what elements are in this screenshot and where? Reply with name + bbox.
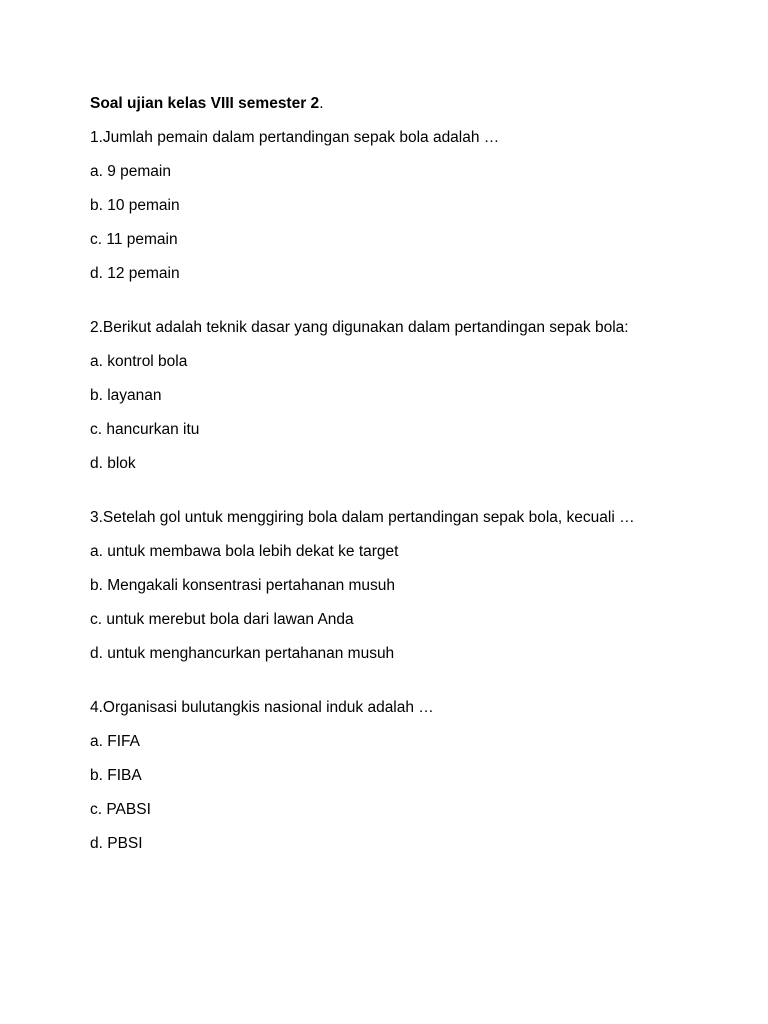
question-text: 2.Berikut adalah teknik dasar yang digunakan dalam pertandingan sepak bola:	[90, 319, 629, 336]
answer-option-c: c. hancurkan itu	[90, 421, 200, 438]
answer-option-a: a. kontrol bola	[90, 353, 188, 370]
answer-option-a: a. 9 pemain	[90, 163, 171, 180]
answer-option-c: c. 11 pemain	[90, 231, 178, 248]
answer-option-d: d. 12 pemain	[90, 265, 180, 282]
question-3	[90, 508, 730, 664]
answer-option-c: c. PABSI	[90, 801, 151, 818]
answer-option-b: b. layanan	[90, 387, 162, 404]
answer-option-d: d. PBSI	[90, 835, 143, 852]
document-title	[90, 94, 730, 114]
answer-option-b: b. 10 pemain	[90, 197, 180, 214]
answer-option-d: d. blok	[90, 455, 136, 472]
question-1	[90, 128, 730, 284]
answer-option-a: a. untuk membawa bola lebih dekat ke target	[90, 543, 399, 560]
question-text: 4.Organisasi bulutangkis nasional induk adalah …	[90, 699, 434, 716]
question-text: 3.Setelah gol untuk menggiring bola dalam pertandingan sepak bola, kecuali …	[90, 509, 635, 526]
answer-option-d: d. untuk menghancurkan pertahanan musuh	[90, 645, 395, 662]
document-page	[90, 94, 730, 888]
answer-option-b: b. FIBA	[90, 767, 142, 784]
document-title-suffix: .	[319, 95, 324, 112]
question-text: 1.Jumlah pemain dalam pertandingan sepak bola adalah …	[90, 129, 500, 146]
question-4	[90, 698, 730, 854]
answer-option-c: c. untuk merebut bola dari lawan Anda	[90, 611, 354, 628]
question-2	[90, 318, 730, 474]
answer-option-a: a. FIFA	[90, 733, 140, 750]
answer-option-b: b. Mengakali konsentrasi pertahanan musuh	[90, 577, 396, 594]
document-title-bold: Soal ujian kelas VIII semester 2	[90, 95, 320, 112]
